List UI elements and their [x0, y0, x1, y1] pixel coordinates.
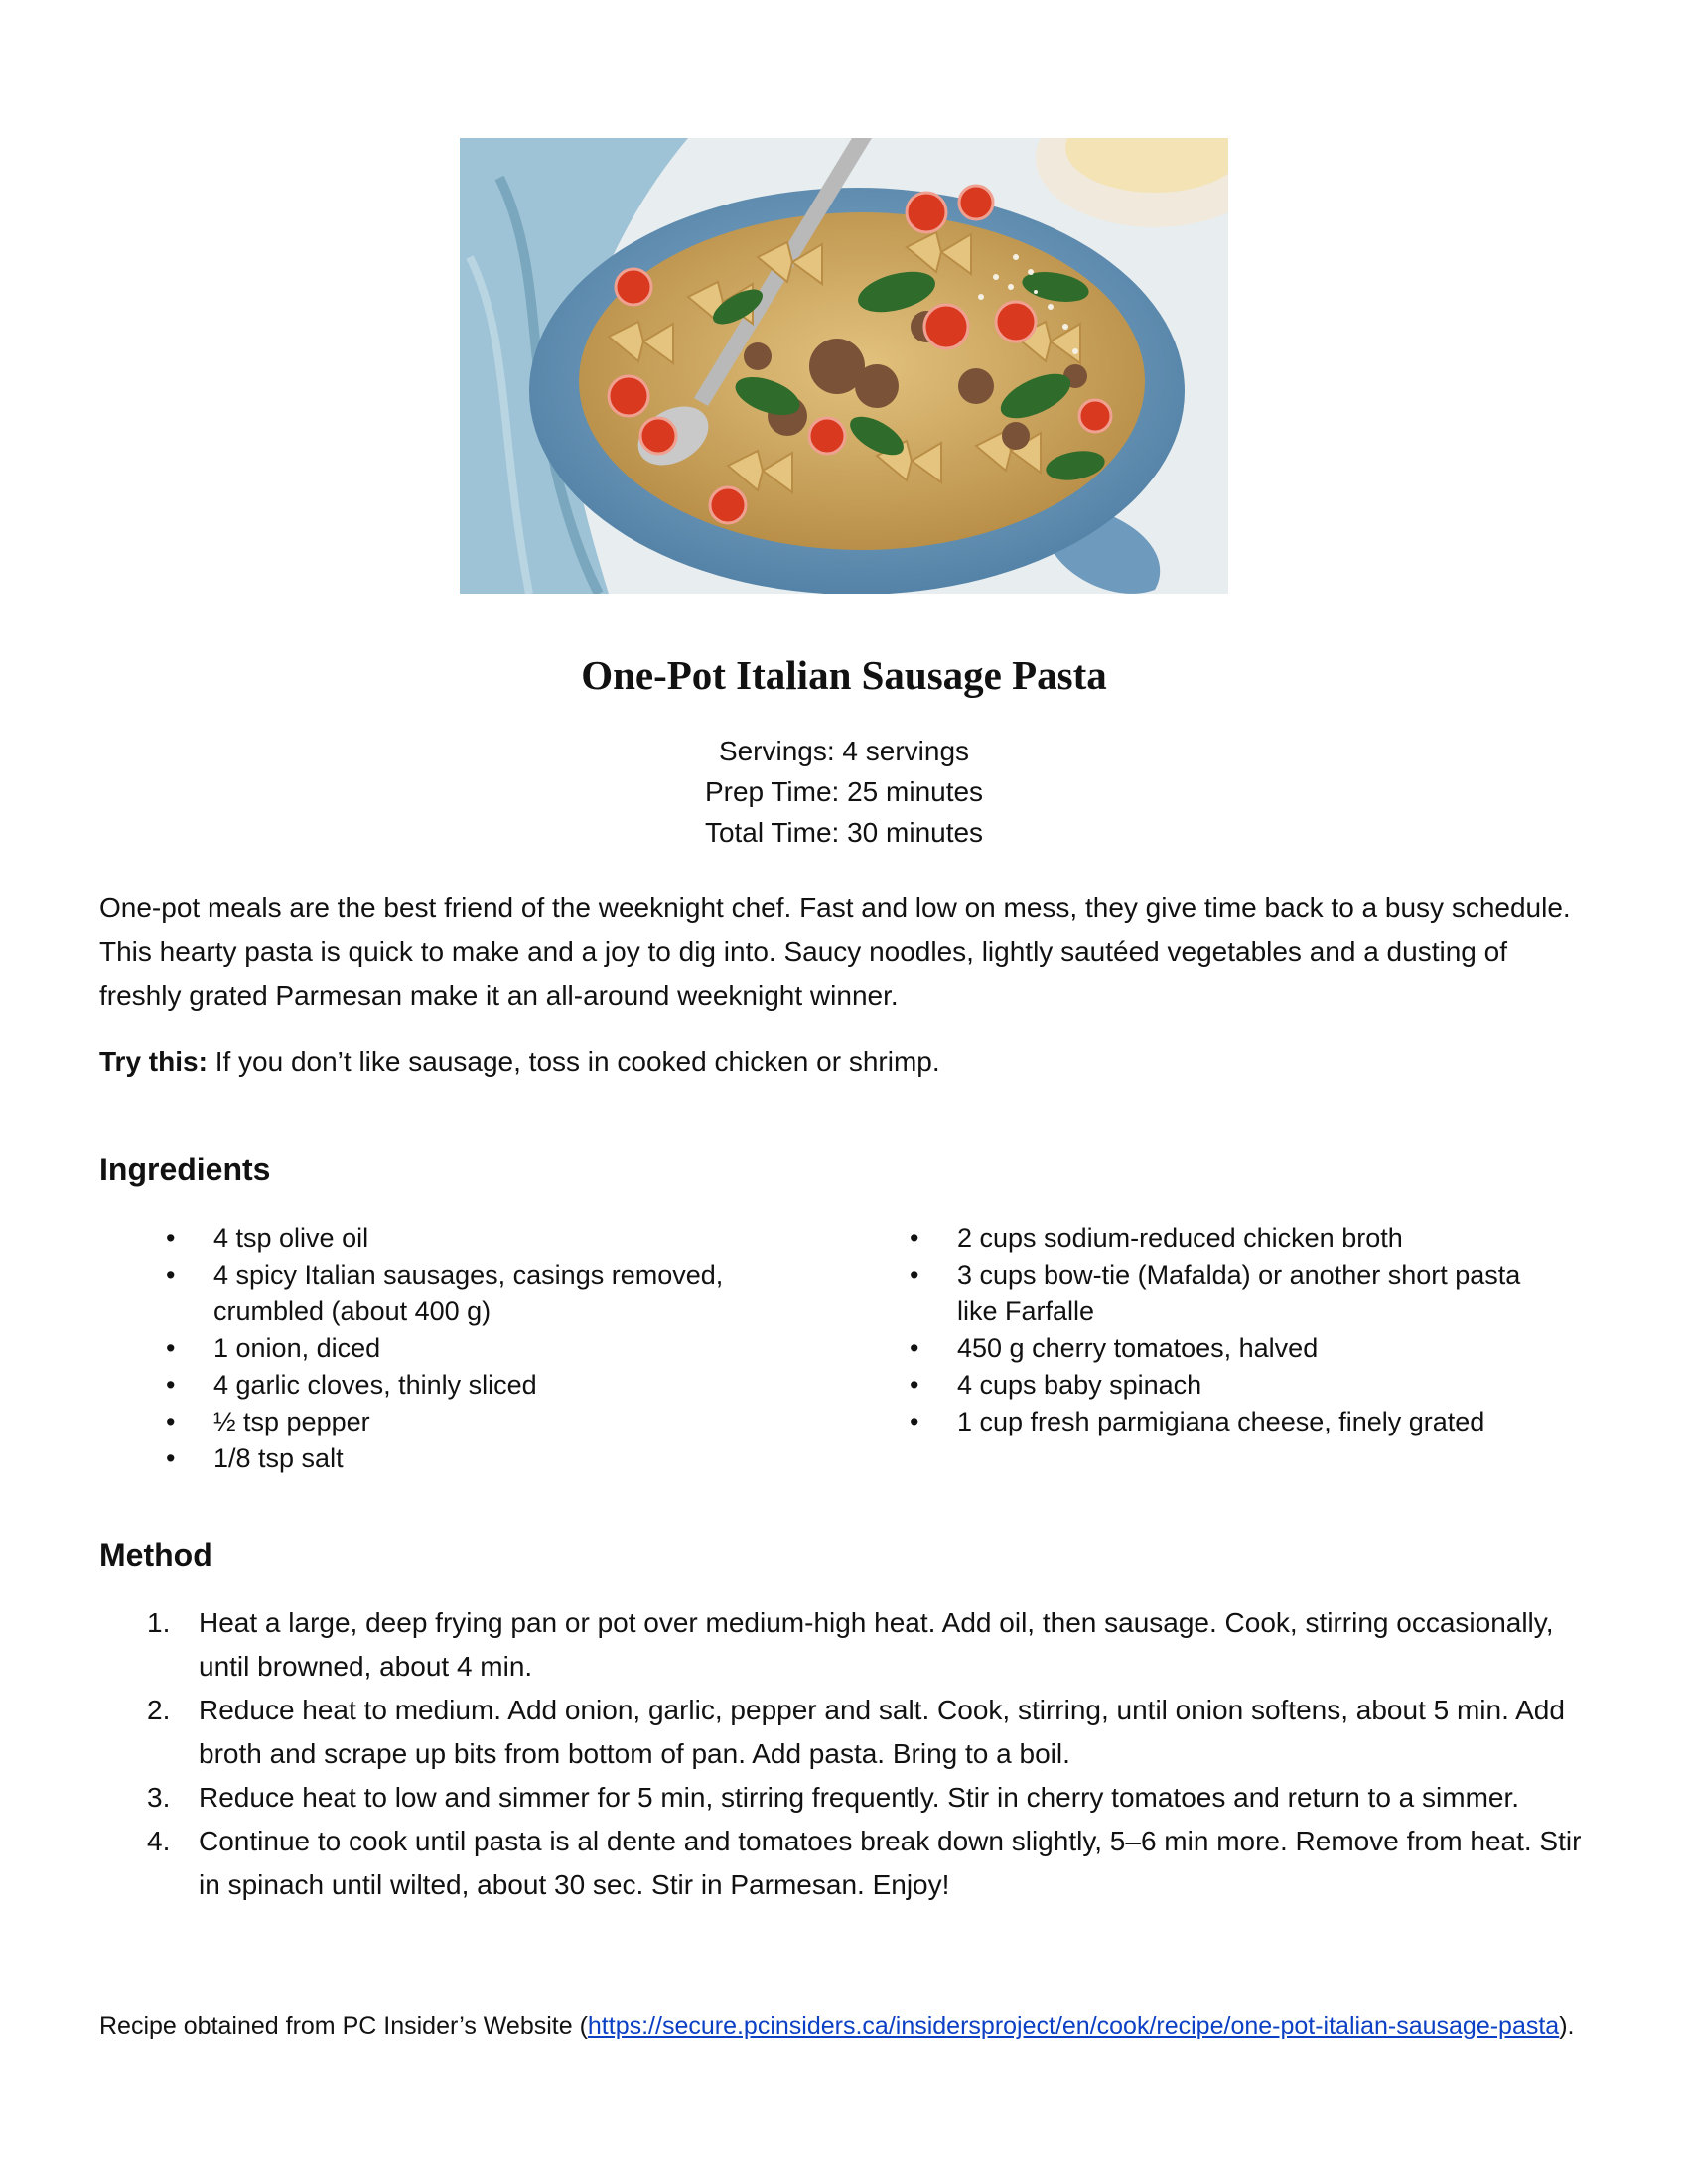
method-step — [147, 1601, 1589, 1689]
step-text: Heat a large, deep frying pan or pot over medium-high heat. Add oil, then sausage. Cook, stirring occasionally, until browned, about 4 min. — [199, 1607, 1554, 1682]
bullet-icon: • — [166, 1407, 176, 1436]
ingredient-text: 4 tsp olive oil — [213, 1223, 369, 1253]
ingredient-item — [166, 1330, 770, 1367]
bullet-icon: • — [910, 1223, 919, 1253]
ingredients-list-left — [166, 1220, 770, 1477]
recipe-tip — [99, 1042, 1589, 1082]
step-text: Reduce heat to low and simmer for 5 min, stirring frequently. Stir in cherry tomatoes and return to a simmer. — [199, 1782, 1520, 1813]
recipe-intro: One-pot meals are the best friend of the weeknight chef. Fast and low on mess, they give time back to a busy schedule. This hearty pasta is quick to make and a joy to dig into. Saucy noodles, lightly sautéed vegetables and a dusting of freshly grated Parmesan make it an all-around weeknight winner. — [99, 892, 1571, 1011]
bullet-icon: • — [910, 1333, 919, 1363]
ingredient-item — [910, 1404, 1563, 1440]
bullet-icon: • — [166, 1260, 176, 1290]
ingredient-text: 1 cup fresh parmigiana cheese, finely grated — [957, 1407, 1485, 1436]
bullet-icon: • — [166, 1443, 176, 1473]
ingredient-item — [910, 1257, 1563, 1330]
step-number: 3. — [147, 1782, 171, 1813]
bullet-icon: • — [910, 1260, 919, 1290]
method-step — [147, 1689, 1589, 1776]
bullet-icon: • — [910, 1370, 919, 1400]
method-heading: Method — [99, 1537, 212, 1572]
bullet-icon: • — [910, 1407, 919, 1436]
prep-time: Prep Time: 25 minutes — [704, 776, 984, 807]
source-suffix: ). — [1559, 2012, 1575, 2040]
ingredient-item — [166, 1404, 770, 1440]
ingredient-text: 450 g cherry tomatoes, halved — [957, 1333, 1319, 1363]
ingredient-text: 4 garlic cloves, thinly sliced — [213, 1370, 537, 1400]
source-link[interactable]: https://secure.pcinsiders.ca/insidersproject/en/cook/recipe/one-pot-italian-sausage-pasta — [587, 2012, 1560, 2040]
bullet-icon: • — [166, 1223, 176, 1253]
ingredient-text: 4 spicy Italian sausages, casings removed, crumbled (about 400 g) — [213, 1260, 724, 1326]
recipe-source — [99, 2007, 1589, 2046]
step-text: Reduce heat to medium. Add onion, garlic, pepper and salt. Cook, stirring, until onion softens, about 5 min. Add broth and scrape up bits from bottom of pan. Add pasta. Bring to a boil. — [199, 1695, 1565, 1769]
ingredient-text: 4 cups baby spinach — [957, 1370, 1202, 1400]
pasta-dish-illustration — [460, 138, 1228, 594]
pasta-dish-photo — [460, 138, 1228, 594]
ingredient-item — [166, 1220, 770, 1257]
bullet-icon: • — [166, 1333, 176, 1363]
ingredient-text: ½ tsp pepper — [213, 1407, 370, 1436]
servings: Servings: 4 servings — [718, 736, 970, 766]
step-number: 1. — [147, 1607, 171, 1638]
ingredient-item — [910, 1220, 1563, 1257]
ingredient-text: 1 onion, diced — [213, 1333, 381, 1363]
method-step — [147, 1776, 1589, 1820]
step-number: 4. — [147, 1826, 171, 1856]
ingredients-heading: Ingredients — [99, 1152, 271, 1187]
tip-text: If you don’t like sausage, toss in cooked chicken or shrimp. — [207, 1046, 940, 1077]
bullet-icon: • — [166, 1370, 176, 1400]
ingredient-item — [910, 1330, 1563, 1367]
source-prefix: Recipe obtained from PC Insider’s Website ( — [99, 2012, 588, 2040]
step-text: Continue to cook until pasta is al dente and tomatoes break down slightly, 5–6 min more. Remove from heat. Stir in spinach until wilted, about 30 sec. Stir in Parmesan. Enjoy! — [199, 1826, 1582, 1900]
ingredient-text: 3 cups bow-tie (Mafalda) or another short pasta like Farfalle — [957, 1260, 1521, 1326]
ingredient-text: 1/8 tsp salt — [213, 1443, 344, 1473]
recipe-title: One-Pot Italian Sausage Pasta — [581, 652, 1107, 698]
step-number: 2. — [147, 1695, 171, 1725]
ingredient-item — [910, 1367, 1563, 1404]
method-steps — [147, 1601, 1589, 1907]
ingredient-item — [166, 1440, 770, 1477]
method-step — [147, 1820, 1589, 1907]
ingredient-item — [166, 1257, 770, 1330]
ingredient-item — [166, 1367, 770, 1404]
ingredient-text: 2 cups sodium-reduced chicken broth — [957, 1223, 1403, 1253]
ingredients-list-right — [910, 1220, 1563, 1440]
recipe-meta — [0, 731, 1688, 853]
tip-label: Try this: — [99, 1046, 208, 1077]
total-time: Total Time: 30 minutes — [704, 817, 984, 848]
